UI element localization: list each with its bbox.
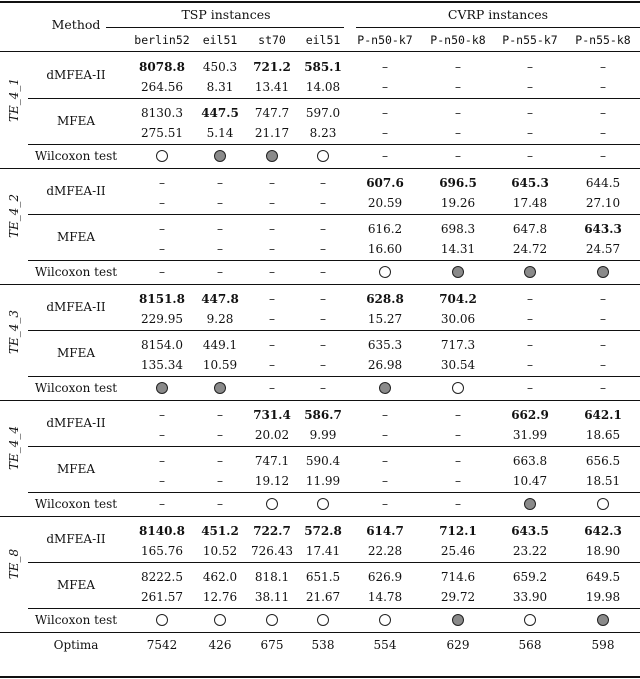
bottom-rule: [0, 676, 640, 678]
std-value: –: [455, 80, 461, 94]
std-value: 25.46: [440, 544, 476, 558]
mean-value: –: [269, 292, 275, 306]
mean-value: 747.1: [254, 454, 290, 468]
std-value: 17.41: [305, 544, 341, 558]
not-significant-marker: [379, 614, 391, 626]
std-value: 8.31: [206, 80, 234, 94]
std-value: –: [455, 474, 461, 488]
method-row-separator: [28, 330, 640, 331]
mean-value: –: [382, 106, 388, 120]
wilcoxon-na: –: [217, 497, 223, 511]
mean-value: –: [527, 292, 533, 306]
optima-rule: [0, 632, 640, 633]
column-header-p-n55-k8: P-n55-k8: [575, 33, 631, 47]
significant-marker: [597, 614, 609, 626]
mean-value: –: [217, 408, 223, 422]
not-significant-marker: [317, 498, 329, 510]
std-value: 9.28: [206, 312, 234, 326]
not-significant-marker: [379, 266, 391, 278]
mean-value: 704.2: [439, 292, 477, 306]
mean-value: 8154.0: [141, 338, 183, 352]
mean-value: 451.2: [201, 524, 239, 538]
group-label: TE_8: [7, 548, 21, 580]
std-value: 30.54: [440, 358, 476, 372]
optima-value: 568: [518, 638, 542, 652]
std-value: 135.34: [141, 358, 183, 372]
mean-value: 449.1: [202, 338, 238, 352]
std-value: 33.90: [512, 590, 548, 604]
std-value: –: [217, 196, 223, 210]
group-label: TE_4_2: [7, 193, 21, 239]
std-value: –: [269, 312, 275, 326]
std-value: 8.23: [309, 126, 337, 140]
group-separator: [0, 400, 640, 401]
std-value: –: [269, 196, 275, 210]
mean-value: 645.3: [511, 176, 549, 190]
mean-value: –: [455, 106, 461, 120]
std-value: –: [159, 242, 165, 256]
std-value: 29.72: [440, 590, 476, 604]
cvrp-group-header: CVRP instances: [447, 7, 549, 22]
std-value: 24.57: [585, 242, 621, 256]
mean-value: 721.2: [253, 60, 291, 74]
wilcoxon-na: –: [320, 265, 326, 279]
method-row-separator: [28, 446, 640, 447]
std-value: 10.52: [202, 544, 238, 558]
std-value: –: [527, 80, 533, 94]
wilcoxon-na: –: [600, 381, 606, 395]
std-value: 18.51: [585, 474, 621, 488]
significant-marker: [452, 266, 464, 278]
std-value: 14.78: [367, 590, 403, 604]
std-value: –: [320, 312, 326, 326]
std-value: 23.22: [512, 544, 548, 558]
std-value: –: [159, 474, 165, 488]
group-separator: [0, 516, 640, 517]
optima-value: 7542: [146, 638, 178, 652]
wilcoxon-na: –: [269, 265, 275, 279]
std-value: –: [382, 80, 388, 94]
mean-value: 8151.8: [139, 292, 185, 306]
mean-value: –: [217, 222, 223, 236]
mean-value: –: [159, 454, 165, 468]
mean-value: 614.7: [366, 524, 404, 538]
std-value: –: [159, 428, 165, 442]
method-label-dmfea-ii: dMFEA-II: [46, 300, 106, 314]
significant-marker: [524, 266, 536, 278]
mean-value: 572.8: [304, 524, 342, 538]
method-row-separator: [28, 98, 640, 99]
mean-value: 597.0: [305, 106, 341, 120]
not-significant-marker: [266, 498, 278, 510]
mean-value: 717.3: [440, 338, 476, 352]
not-significant-marker: [597, 498, 609, 510]
optima-value: 426: [208, 638, 232, 652]
mean-value: –: [527, 106, 533, 120]
mean-value: –: [320, 222, 326, 236]
std-value: 24.72: [512, 242, 548, 256]
mean-value: 642.3: [584, 524, 622, 538]
std-value: 264.56: [141, 80, 183, 94]
mean-value: –: [382, 408, 388, 422]
std-value: 15.27: [367, 312, 403, 326]
wilcoxon-na: –: [455, 497, 461, 511]
column-header-p-n50-k8: P-n50-k8: [430, 33, 486, 47]
std-value: 27.10: [585, 196, 621, 210]
std-value: –: [600, 312, 606, 326]
mean-value: 643.5: [511, 524, 549, 538]
wilcoxon-na: –: [455, 149, 461, 163]
method-label-mfea: MFEA: [56, 114, 96, 128]
mean-value: 447.5: [201, 106, 239, 120]
std-value: 22.28: [367, 544, 403, 558]
std-value: 9.99: [309, 428, 337, 442]
std-value: 229.95: [141, 312, 183, 326]
std-value: 21.67: [305, 590, 341, 604]
method-label-dmfea-ii: dMFEA-II: [46, 184, 106, 198]
significant-marker: [379, 382, 391, 394]
optima-value: 538: [311, 638, 335, 652]
std-value: 26.98: [367, 358, 403, 372]
std-value: –: [527, 312, 533, 326]
std-value: 21.17: [254, 126, 290, 140]
std-value: 13.41: [254, 80, 290, 94]
wilcoxon-na: –: [382, 149, 388, 163]
mean-value: 647.8: [512, 222, 548, 236]
mean-value: –: [320, 292, 326, 306]
wilcoxon-label: Wilcoxon test: [34, 149, 118, 163]
std-value: –: [600, 358, 606, 372]
std-value: –: [382, 474, 388, 488]
std-value: 19.98: [585, 590, 621, 604]
wilcoxon-row-separator: [28, 260, 640, 261]
wilcoxon-row-separator: [28, 144, 640, 145]
std-value: –: [600, 126, 606, 140]
group-label: TE_4_4: [7, 425, 21, 471]
mean-value: 698.3: [440, 222, 476, 236]
mean-value: –: [527, 60, 533, 74]
not-significant-marker: [266, 614, 278, 626]
wilcoxon-na: –: [320, 381, 326, 395]
mean-value: 696.5: [439, 176, 477, 190]
mean-value: 628.8: [366, 292, 404, 306]
std-value: 12.76: [202, 590, 238, 604]
column-header-eil51: eil51: [202, 33, 238, 47]
std-value: –: [217, 428, 223, 442]
method-label-dmfea-ii: dMFEA-II: [46, 532, 106, 546]
std-value: 16.60: [367, 242, 403, 256]
mean-value: 590.4: [305, 454, 341, 468]
significant-marker: [597, 266, 609, 278]
significant-marker: [452, 614, 464, 626]
wilcoxon-label: Wilcoxon test: [34, 265, 118, 279]
not-significant-marker: [214, 614, 226, 626]
mean-value: 607.6: [366, 176, 404, 190]
mean-value: 747.7: [254, 106, 290, 120]
cvrp-group-rule: [356, 27, 640, 28]
mean-value: 712.1: [439, 524, 477, 538]
mean-value: 818.1: [254, 570, 290, 584]
mean-value: 644.5: [585, 176, 621, 190]
mean-value: 447.8: [201, 292, 239, 306]
std-value: 31.99: [512, 428, 548, 442]
std-value: 30.06: [440, 312, 476, 326]
mean-value: –: [600, 60, 606, 74]
std-value: 11.99: [305, 474, 341, 488]
mean-value: 586.7: [304, 408, 342, 422]
std-value: –: [269, 242, 275, 256]
std-value: –: [527, 358, 533, 372]
header-rule: [0, 51, 640, 52]
mean-value: –: [455, 454, 461, 468]
std-value: –: [527, 126, 533, 140]
optima-value: 629: [446, 638, 470, 652]
std-value: –: [217, 242, 223, 256]
mean-value: 722.7: [253, 524, 291, 538]
method-label-mfea: MFEA: [56, 462, 96, 476]
mean-value: 659.2: [512, 570, 548, 584]
wilcoxon-na: –: [382, 497, 388, 511]
wilcoxon-label: Wilcoxon test: [34, 497, 118, 511]
std-value: –: [320, 242, 326, 256]
std-value: –: [320, 196, 326, 210]
wilcoxon-na: –: [269, 381, 275, 395]
mean-value: –: [269, 222, 275, 236]
mean-value: –: [527, 338, 533, 352]
wilcoxon-na: –: [527, 381, 533, 395]
tsp-group-header: TSP instances: [181, 7, 271, 22]
mean-value: –: [600, 338, 606, 352]
std-value: –: [382, 428, 388, 442]
mean-value: 643.3: [584, 222, 622, 236]
mean-value: 616.2: [367, 222, 403, 236]
not-significant-marker: [524, 614, 536, 626]
std-value: 20.02: [254, 428, 290, 442]
method-row-separator: [28, 562, 640, 563]
std-value: 275.51: [141, 126, 183, 140]
mean-value: 585.1: [304, 60, 342, 74]
std-value: 261.57: [141, 590, 183, 604]
significant-marker: [214, 150, 226, 162]
std-value: 14.31: [440, 242, 476, 256]
mean-value: 662.9: [511, 408, 549, 422]
method-header: Method: [51, 17, 101, 32]
std-value: 10.47: [512, 474, 548, 488]
mean-value: –: [320, 338, 326, 352]
mean-value: –: [269, 176, 275, 190]
mean-value: 663.8: [512, 454, 548, 468]
std-value: 20.59: [367, 196, 403, 210]
mean-value: –: [455, 60, 461, 74]
std-value: –: [455, 428, 461, 442]
mean-value: –: [600, 106, 606, 120]
mean-value: 8078.8: [139, 60, 185, 74]
wilcoxon-row-separator: [28, 376, 640, 377]
method-label-mfea: MFEA: [56, 346, 96, 360]
mean-value: –: [159, 176, 165, 190]
std-value: –: [159, 196, 165, 210]
mean-value: 714.6: [440, 570, 476, 584]
column-header-p-n55-k7: P-n55-k7: [502, 33, 558, 47]
mean-value: 626.9: [367, 570, 403, 584]
column-header-p-n50-k7: P-n50-k7: [357, 33, 413, 47]
wilcoxon-label: Wilcoxon test: [34, 381, 118, 395]
mean-value: 462.0: [202, 570, 238, 584]
std-value: 14.08: [305, 80, 341, 94]
method-label-dmfea-ii: dMFEA-II: [46, 68, 106, 82]
not-significant-marker: [156, 614, 168, 626]
mean-value: 731.4: [253, 408, 291, 422]
mean-value: 656.5: [585, 454, 621, 468]
method-row-separator: [28, 214, 640, 215]
wilcoxon-na: –: [159, 265, 165, 279]
mean-value: –: [217, 454, 223, 468]
mean-value: –: [269, 338, 275, 352]
wilcoxon-na: –: [600, 149, 606, 163]
mean-value: –: [159, 222, 165, 236]
std-value: –: [382, 126, 388, 140]
std-value: 165.76: [141, 544, 183, 558]
tsp-group-rule: [106, 27, 344, 28]
method-label-dmfea-ii: dMFEA-II: [46, 416, 106, 430]
mean-value: 635.3: [367, 338, 403, 352]
column-header-eil51: eil51: [305, 33, 341, 47]
significant-marker: [214, 382, 226, 394]
not-significant-marker: [452, 382, 464, 394]
method-label-mfea: MFEA: [56, 230, 96, 244]
not-significant-marker: [317, 150, 329, 162]
std-value: –: [320, 358, 326, 372]
method-label-mfea: MFEA: [56, 578, 96, 592]
mean-value: 8130.3: [141, 106, 183, 120]
top-rule: [0, 1, 640, 3]
group-separator: [0, 168, 640, 169]
significant-marker: [156, 382, 168, 394]
mean-value: 651.5: [305, 570, 341, 584]
wilcoxon-label: Wilcoxon test: [34, 613, 118, 627]
column-header-berlin52: berlin52: [134, 33, 190, 47]
optima-value: 554: [373, 638, 397, 652]
mean-value: 642.1: [584, 408, 622, 422]
mean-value: 8222.5: [141, 570, 183, 584]
not-significant-marker: [317, 614, 329, 626]
std-value: 10.59: [202, 358, 238, 372]
column-header-st70: st70: [258, 33, 286, 47]
std-value: –: [269, 358, 275, 372]
std-value: 18.65: [585, 428, 621, 442]
optima-value: 675: [260, 638, 284, 652]
mean-value: –: [382, 454, 388, 468]
optima-value: 598: [591, 638, 615, 652]
mean-value: –: [320, 176, 326, 190]
std-value: 38.11: [254, 590, 290, 604]
group-separator: [0, 284, 640, 285]
std-value: 17.48: [512, 196, 548, 210]
optima-label: Optima: [53, 638, 99, 652]
not-significant-marker: [156, 150, 168, 162]
std-value: 18.90: [585, 544, 621, 558]
std-value: –: [455, 126, 461, 140]
mean-value: 649.5: [585, 570, 621, 584]
mean-value: –: [455, 408, 461, 422]
mean-value: –: [600, 292, 606, 306]
wilcoxon-na: –: [217, 265, 223, 279]
std-value: –: [600, 80, 606, 94]
wilcoxon-row-separator: [28, 608, 640, 609]
mean-value: 8140.8: [139, 524, 185, 538]
mean-value: –: [217, 176, 223, 190]
wilcoxon-na: –: [159, 497, 165, 511]
std-value: 19.12: [254, 474, 290, 488]
std-value: 19.26: [440, 196, 476, 210]
wilcoxon-na: –: [527, 149, 533, 163]
significant-marker: [266, 150, 278, 162]
std-value: 5.14: [206, 126, 234, 140]
mean-value: 450.3: [202, 60, 238, 74]
group-label: TE_4_3: [7, 309, 21, 355]
group-label: TE_4_1: [7, 77, 21, 123]
mean-value: –: [159, 408, 165, 422]
wilcoxon-row-separator: [28, 492, 640, 493]
significant-marker: [524, 498, 536, 510]
std-value: –: [217, 474, 223, 488]
mean-value: –: [382, 60, 388, 74]
std-value: 726.43: [251, 544, 293, 558]
